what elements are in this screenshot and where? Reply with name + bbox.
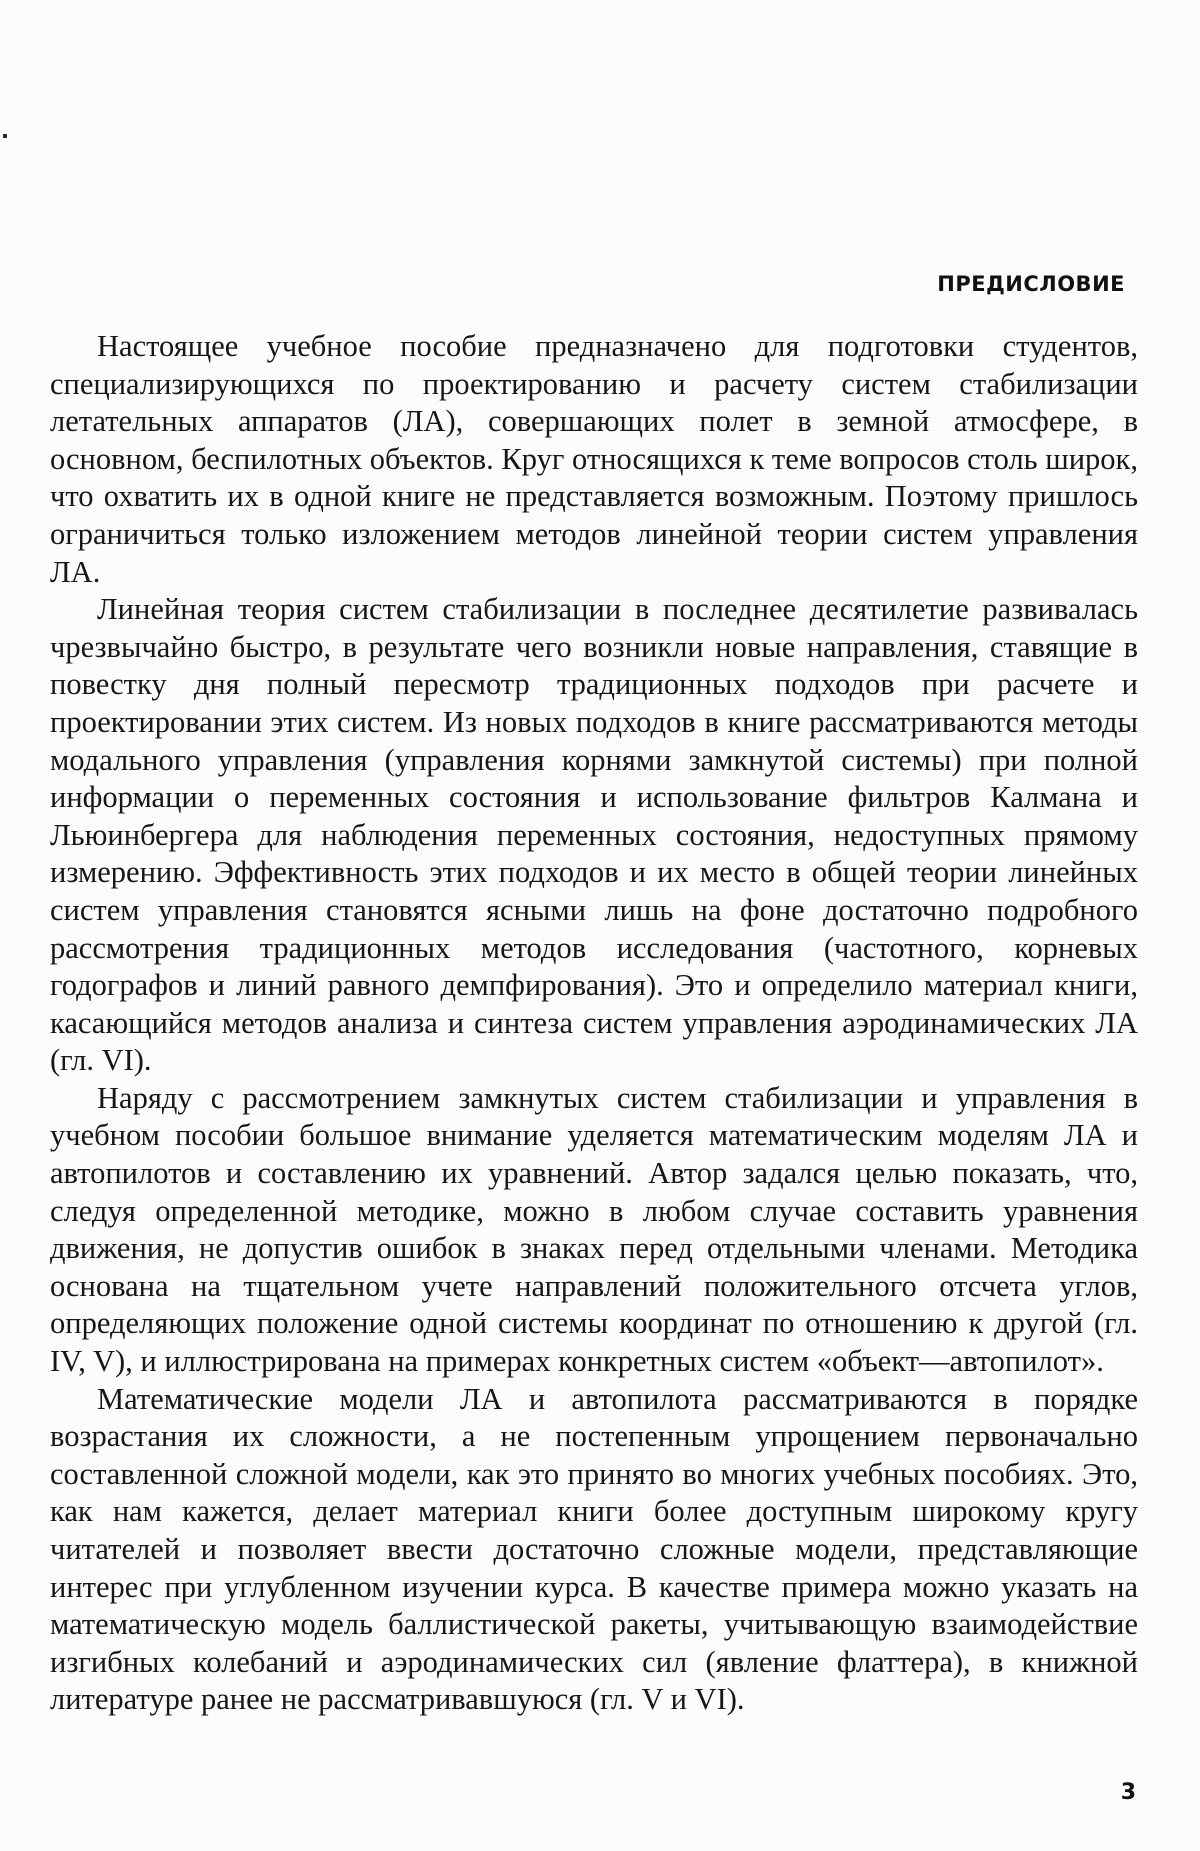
paragraph-4: Математические модели ЛА и автопилота рассматриваются в порядке возрастания их сложности, а не постепенным упрощением первоначально составленной сложной модели, как это принято во многих учебных пособиях. Это, как нам кажется, делает материал книги более доступным широкому кругу читателей и позволяет ввести достаточно сложные модели, представляющие интерес при углубленном изучении курса. В качестве примера можно указать на математическую модель баллистической ракеты, учитывающую взаимодействие изгибных колебаний и аэродинамических сил (явление флаттера), в книжной литературе ранее не рассматривавшуюся (гл. V и VI). xyxy=(50,1381,1138,1717)
paragraph-2: Линейная теория систем стабилизации в последнее десятилетие развивалась чрезвычайно быстро, в результате чего возникли новые направления, ставящие в повестку дня полный пересмотр традиционных подходов при расчете и проектировании этих систем. Из новых подходов в книге рассматриваются методы модального управления (управления корнями замкнутой системы) при полной информации о переменных состояния и использование фильтров Калмана и Льюинбергера для наблюдения переменных состояния, недоступных прямому измерению. Эффективность этих подходов и их место в общей теории линейных систем управления становятся ясными лишь на фоне достаточно подробного рассмотрения традиционных методов исследования (частотного, корневых годографов и линий равного демпфирования). Это и определило материал книги, касающийся методов анализа и синтеза систем управления аэродинамических ЛА (гл. VI). xyxy=(50,592,1138,1078)
paragraph-1: Настоящее учебное пособие предназначено для подготовки студентов, специализирующихся по проектированию и расчету систем стабилизации летательных аппаратов (ЛА), совершающих полет в земной атмосфере, в основном, беспилотных объектов. Круг относящихся к теме вопросов столь широк, что охватить их в одной книге не представляется возможным. Поэтому пришлось ограничиться только изложением методов линейной теории систем управления ЛА. xyxy=(50,329,1138,589)
section-heading: ПРЕДИСЛОВИЕ xyxy=(937,272,1125,296)
paragraph-3: Наряду с рассмотрением замкнутых систем стабилизации и управления в учебном пособии большое внимание уделяется математическим моделям ЛА и автопилотов и составлению их уравнений. Автор задался целью показать, что, следуя определенной методике, можно в любом случае составить уравнения движения, не допустив ошибок в знаках перед отдельными членами. Методика основана на тщательном учете направлений положительного отсчета углов, определяющих положение одной системы координат по отношению к другой (гл. IV, V), и иллюстрирована на примерах конкретных систем «объект—автопилот». xyxy=(50,1080,1138,1379)
page-number: 3 xyxy=(1120,1780,1136,1805)
body-text xyxy=(50,328,1138,1719)
scan-speck xyxy=(3,134,7,138)
